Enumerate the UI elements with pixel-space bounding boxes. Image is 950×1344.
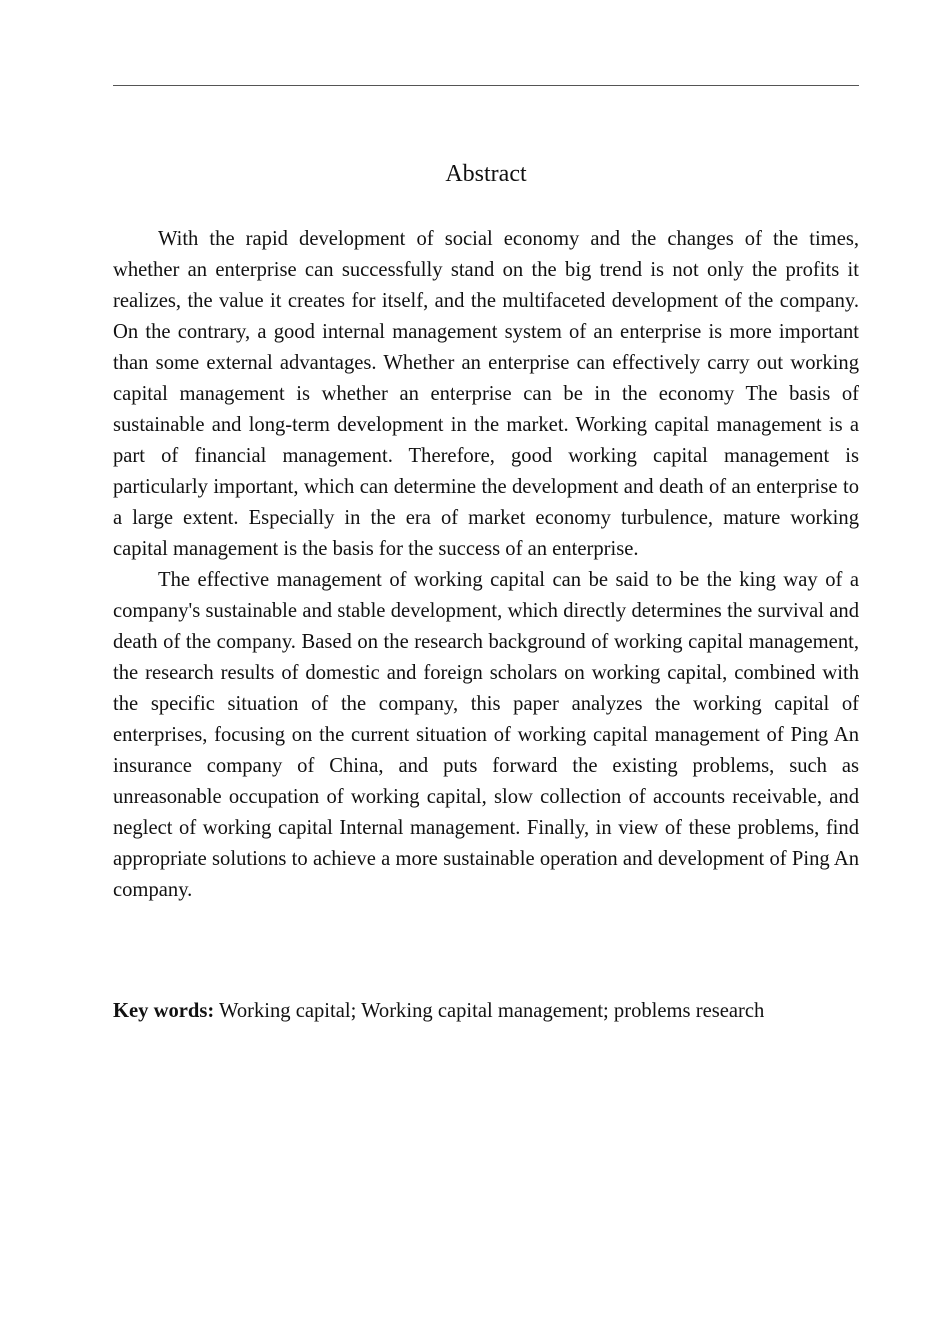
- abstract-title: Abstract: [445, 161, 527, 187]
- keywords-value: Working capital; Working capital management; problems research: [214, 1000, 765, 1022]
- abstract-paragraph-2: The effective management of working capital can be said to be the king way of a company's sustainable and stable development, which directly determines the survival and death of the company. Based on the research background of working capital management, the research results of domestic and foreign scholars on working capital, combined with the specific situation of the company, this paper analyzes the working capital of enterprises, focusing on the current situation of working capital management of Ping An insurance company of China, and puts forward the existing problems, such as unreasonable occupation of working capital, slow collection of accounts receivable, and neglect of working capital Internal management. Finally, in view of these problems, find appropriate solutions to achieve a more sustainable operation and development of Ping An company.: [113, 569, 859, 901]
- header-rule: [113, 85, 859, 86]
- abstract-body: [113, 224, 859, 906]
- abstract-paragraph-1: With the rapid development of social economy and the changes of the times, whether an enterprise can successfully stand on the big trend is not only the profits it realizes, the value it creates for itself, and the multifaceted development of the company. On the contrary, a good internal management system of an enterprise is more important than some external advantages. Whether an enterprise can effectively carry out working capital management is whether an enterprise can be in the economy The basis of sustainable and long-term development in the market. Working capital management is a part of financial management. Therefore, good working capital management is particularly important, which can determine the development and death of an enterprise to a large extent. Especially in the era of market economy turbulence, mature working capital management is the basis for the success of an enterprise.: [113, 228, 859, 560]
- keywords-line: [113, 996, 859, 1027]
- keywords-label: Key words:: [113, 1000, 215, 1022]
